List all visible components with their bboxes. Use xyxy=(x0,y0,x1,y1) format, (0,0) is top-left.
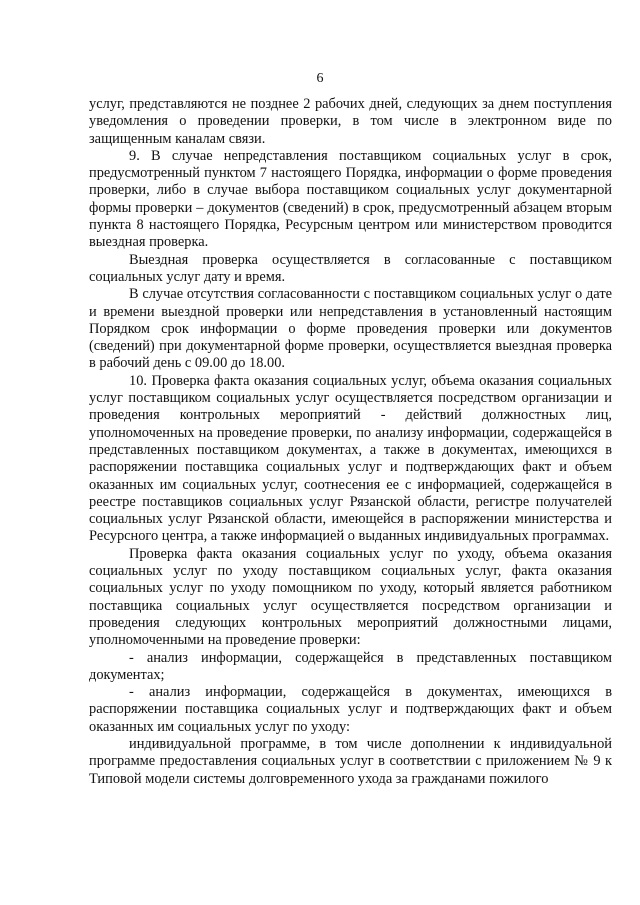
list-item-analysis-submitted: - анализ информации, содержащейся в представленных поставщиком документах; xyxy=(89,649,612,683)
list-item-analysis-held: - анализ информации, содержащейся в документах, имеющихся в распоряжении поставщика социальных услуг и подтверждающих факт и объем оказанных им социальных услуг по уходу: xyxy=(89,684,612,735)
paragraph-onsite-inspection: Выездная проверка осуществляется в согласованные с поставщиком социальных услуг дату и время. xyxy=(89,251,612,285)
document-body xyxy=(89,96,612,788)
paragraph-item-10: 10. Проверка факта оказания социальных услуг, объема оказания социальных услуг поставщиком социальных услуг осуществляется посредством организации и проведения контрольных мероприятий - действий должностных лиц, уполномоченных на проведение проверки, по анализу информации, содержащейся в представленных поставщиком документах, а также в документах, имеющихся в распоряжении поставщика социальных услуг и подтверждающих факт и объем оказанных им социальных услуг, соотнесения ее с информацией, содержащейся в реестре поставщиков социальных услуг Рязанской области, регистре получателей социальных услуг Рязанской области, имеющейся в распоряжении министерства и Ресурсного центра, а также информацией о выданных индивидуальных программах. xyxy=(89,372,612,545)
paragraph-care-services-check: Проверка факта оказания социальных услуг по уходу, объема оказания социальных услуг по уходу поставщиком социальных услуг, факта оказания социальных услуг по уходу помощником по уходу, который является работником поставщика социальных услуг осуществляется посредством организации и проведения следующих контрольных мероприятий должностными лицами, уполномоченными на проведение проверки: xyxy=(89,545,612,649)
paragraph-continuation: услуг, представляются не позднее 2 рабочих дней, следующих за днем поступления уведомления о проведении проверки, в том числе в электронном виде по защищенным каналам связи. xyxy=(89,96,612,147)
page-number: 6 xyxy=(316,71,324,86)
paragraph-item-9: 9. В случае непредставления поставщиком социальных услуг в срок, предусмотренный пунктом 7 настоящего Порядка, информации о форме проведения проверки, либо в случае выбора поставщиком социальных услуг документарной формы проверки – документов (сведений) в срок, предусмотренный абзацем вторым пункта 8 настоящего Порядка, Ресурсным центром или министерством проводится выездная проверка. xyxy=(89,147,612,251)
paragraph-no-agreement: В случае отсутствия согласованности с поставщиком социальных услуг о дате и времени выездной проверки или непредставления в установленный настоящим Порядком срок информации о форме проведения проверки или документов (сведений) при документарной форме проверки, осуществляется выездная проверка в рабочий день с 09.00 до 18.00. xyxy=(89,286,612,372)
paragraph-individual-program: индивидуальной программе, в том числе дополнении к индивидуальной программе предоставления социальных услуг в соответствии с приложением № 9 к Типовой модели системы долговременного ухода за гражданами пожилого xyxy=(89,735,612,787)
